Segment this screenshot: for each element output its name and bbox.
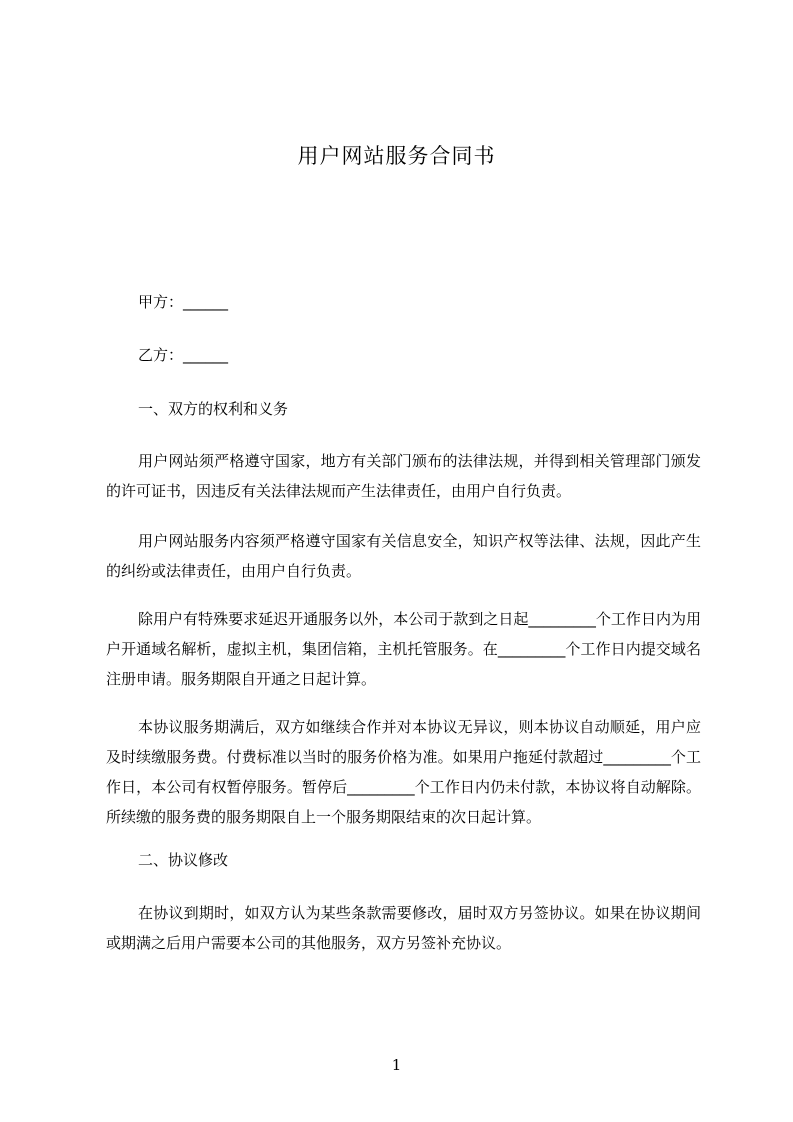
paragraph-compliance: 用户网站须严格遵守国家，地方有关部门颁布的法律法规，并得到相关管理部门颁发的许可证书，因违反有关法律法规而产生法律责任，由用户自行负责。 [106, 452, 701, 500]
party-b-line: 乙方：______ [138, 346, 229, 364]
party-a-line: 甲方：______ [138, 293, 229, 311]
paragraph-service-activation: 除用户有特殊要求延迟开通服务以外，本公司于款到之日起_________个工作日内为用户开通域名解析，虚拟主机，集团信箱，主机托管服务。在_________个工作日内提交域名注册申请。服务期限自开通之日起计算。 [106, 610, 701, 688]
section-heading-amendment: 二、协议修改 [138, 851, 229, 869]
paragraph-amendment: 在协议到期时，如双方认为某些条款需要修改，届时双方另签协议。如果在协议期间或期满之后用户需要本公司的其他服务，双方另签补充协议。 [106, 904, 701, 952]
document-title: 用户网站服务合同书 [297, 144, 496, 168]
page-number: 1 [391, 1056, 402, 1074]
paragraph-content-security: 用户网站服务内容须严格遵守国家有关信息安全，知识产权等法律、法规，因此产生的纠纷或法律责任，由用户自行负责。 [106, 532, 701, 580]
paragraph-renewal: 本协议服务期满后，双方如继续合作并对本协议无异议，则本协议自动顺延，用户应及时续缴服务费。付费标准以当时的服务价格为准。如果用户拖延付款超过_________个工作日，本公司有权暂停服务。暂停后_________个工作日内仍未付款，本协议将自动解除。所续缴的服务费的服务期限自上一个服务期限结束的次日起计算。 [106, 718, 701, 826]
section-heading-rights: 一、双方的权利和义务 [138, 400, 289, 418]
